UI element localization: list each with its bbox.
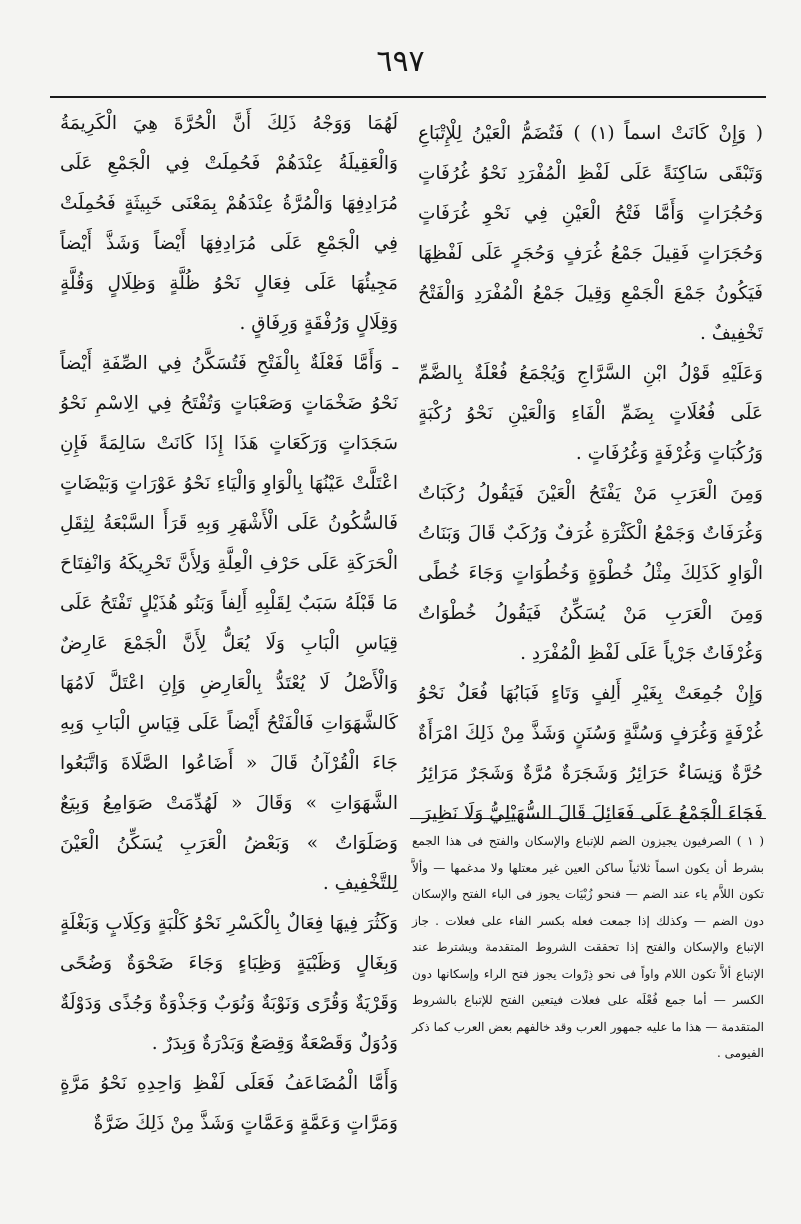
paragraph: لَهُمَا وَوَجْهُ ذَلِكَ أَنَّ الْحُرَّةَ هِيَ الْكَرِيمَةُ وَالْعَقِيلَةُ عِنْدَهُمْ فَحُمِلَتْ فِي الْجَمْعِ عَلَى مُرَادِفِهَا وَالْمُرَّةُ عِنْدَهُمْ بِمَعْنَى خَبِيثَةٍ فَحُمِلَتْ فِي الْجَمْعِ عَلَى مُرَادِفِهَا أَيْضاً وَشَذَّ أَيْضاً مَجِيئُهَا عَلَى فِعَالٍ نَحْوُ ظُلَّةٍ وَظِلَالٍ وَقُلَّةٍ وَقِلَالٍ وَرُفْقَةٍ وَرِفَاقٍ . — [60, 113, 398, 334]
page-number: ٦٩٧ — [376, 44, 425, 79]
paragraph: وَعَلَيْهِ قَوْلُ ابْنِ السَّرَّاجِ وَيُجْمَعُ فُعْلَةٌ بِالضَّمِّ عَلَى فُعُلَاتٍ بِضَمِّ الْفَاءِ وَالْعَيْنِ نَحْوُ رُكْبَةٍ وَرُكُبَاتٍ وَغُرْفَةٍ وَغُرُفَاتٍ . — [418, 363, 763, 464]
footnote: ( ١ ) الصرفيون يجيزون الضم للإتباع والإسكان والفتح فى هذا الجمع بشرط أن يكون اسماً ثلاثياً ساكن العين غير معتلها ولا مدغمها — وألاَّ تكون اللاَّم ياء عند الضم — فنحو زُبْيَات يجوز فى الباء الفتح والإسكان دون الضم — وكذلك إذا جمعت فعله بكسر الفاء على فعلات . جاز الإتباع والإسكان والفتح إذا تحققت الشروط المتقدمة ويشترط عند الإتباع ألاَّ تكون اللام واواً فى نحو ذِرْوات يجوز فتح الراء وإسكانها دون الكسر — أما جمع فُعْلَه على فعلات فيتعين الفتح للإتباع بالشروط المتقدمة — هذا ما عليه جمهور العرب وقد خالفهم بعض العرب كما ذكر الفيومى . — [412, 834, 764, 1060]
footnote-rule — [410, 818, 766, 819]
right-column — [418, 114, 763, 834]
paragraph: وَمِنَ الْعَرَبِ مَنْ يَفْتَحُ الْعَيْنَ فَيَقُولُ رُكَبَاتٌ وَغُرَفَاتٌ وَجَمْعُ الْكَثْرَةِ غُرَفٌ وَرُكَبٌ قَالَ وَبَنَاتُ الْوَاوِ كَذَلِكَ مِثْلُ خُطْوَةٍ وَخُطُوَاتٍ وَجَاءَ خُطًى وَمِنَ الْعَرَبِ مَنْ يُسَكِّنُ فَيَقُولُ خُطْوَاتٌ وَغُرْفَاتٌ جَرْياً عَلَى لَفْظِ الْمُفْرَدِ . — [418, 483, 763, 664]
left-column — [60, 104, 398, 1144]
paragraph: ( وَإِنْ كَانَتْ اسماً (١) ) فَتُضَمُّ الْعَيْنُ لِلْإِتْبَاعِ وَتَبْقَى سَاكِنَةً عَلَى لَفْظِ الْمُفْرَدِ نَحْوُ غُرُفَاتٍ وَحُجُرَاتٍ وَأَمَّا فَتْحُ الْعَيْنِ فِي نَحْوِ غُرَفَاتٍ وَحُجَرَاتٍ فَقِيلَ جَمْعُ غُرَفٍ وَحُجَرٍ عَلَى لَفْظِهَا فَيَكُونُ جَمْعَ الْجَمْعِ وَقِيلَ جَمْعُ الْمُفْرَدِ وَالْفَتْحُ تَخْفِيفٌ . — [418, 123, 763, 344]
paragraph: ـ وَأَمَّا فَعْلَةٌ بِالْفَتْحِ فَتُسَكَّنُ فِي الصِّفَةِ أَيْضاً نَحْوُ ضَخْمَاتٍ وَصَعْبَاتٍ وَتُفْتَحُ فِي الِاسْمِ نَحْوُ سَجَدَاتٍ وَرَكَعَاتٍ هَذَا إِذَا كَانَتْ سَالِمَةً فَإِنِ اعْتَلَّتْ عَيْنُهَا بِالْوَاوِ وَالْيَاءِ نَحْوُ عَوْرَاتٍ وَبَيْضَاتٍ فَالسُّكُونُ عَلَى الْأَشْهَرِ وَبِهِ قَرَأَ السَّبْعَةُ لِثِقَلِ الْحَرَكَةِ عَلَى حَرْفِ الْعِلَّةِ وَلِأَنَّ تَحْرِيكَهُ وَانْفِتَاحَ مَا قَبْلَهُ سَبَبٌ لِقَلْبِهِ أَلِفاً وَبَنُو هُذَيْلٍ تَفْتَحُ عَلَى قِيَاسِ الْبَابِ وَلَا يُعَلُّ لِأَنَّ الْجَمْعَ عَارِضٌ وَالْأَصْلُ لَا يُعْتَدُّ بِالْعَارِضِ وَإِنِ اعْتَلَّ لَامُهَا كَالشَّهَوَاتِ فَالْفَتْحُ أَيْضاً عَلَى قِيَاسِ الْبَابِ وَبِهِ جَاءَ الْقُرْآنُ قَالَ « أَضَاعُوا الصَّلَاةَ وَاتَّبَعُوا الشَّهَوَاتِ » وَقَالَ « لَهُدِّمَتْ صَوَامِعُ وَبِيَعٌ وَصَلَوَاتٌ » وَبَعْضُ الْعَرَبِ يُسَكِّنُ الْعَيْنَ لِلتَّخْفِيفِ . — [60, 353, 398, 894]
header-rule — [50, 96, 766, 98]
paragraph: وَكَثُرَ فِيهَا فِعَالٌ بِالْكَسْرِ نَحْوُ كَلْبَةٍ وَكِلَابٍ وَبَغْلَةٍ وَبِغَالٍ وَظَبْيَةٍ وَظِبَاءٍ وَجَاءَ ضَحْوَةٌ وَضُحًى وَقَرْيَةٌ وَقُرًى وَنَوْبَةٌ وَنُوَبٌ وَجَذْوَةٌ وَجُذًى وَدَوْلَةٌ وَدُوَلٌ وَقَصْعَةٌ وَقِصَعٌ وَبَدْرَةٌ وَبِدَرٌ . — [60, 913, 398, 1054]
paragraph: وَأَمَّا الْمُضَاعَفُ فَعَلَى لَفْظِ وَاحِدِهِ نَحْوُ مَرَّةٍ وَمَرَّاتٍ وَعَمَّةٍ وَعَمَّاتٍ وَشَذَّ مِنْ ذَلِكَ ضَرَّةٌ — [60, 1073, 398, 1134]
paragraph: وَإِنْ جُمِعَتْ بِغَيْرِ أَلِفٍ وَتَاءٍ فَبَابُهَا فُعَلٌ نَحْوُ غُرْفَةٍ وَغُرَفٍ وَسُنَّةٍ وَسُنَنٍ وَشَذَّ مِنْ ذَلِكَ امْرَأَةٌ حُرَّةٌ وَنِسَاءٌ حَرَائِرُ وَشَجَرَةٌ مُرَّةٌ وَشَجَرٌ مَرَائِرُ فَجَاءَ الْجَمْعُ عَلَى فَعَائِلَ قَالَ السُّهَيْلِيُّ وَلَا نَظِيرَ — [418, 683, 763, 824]
